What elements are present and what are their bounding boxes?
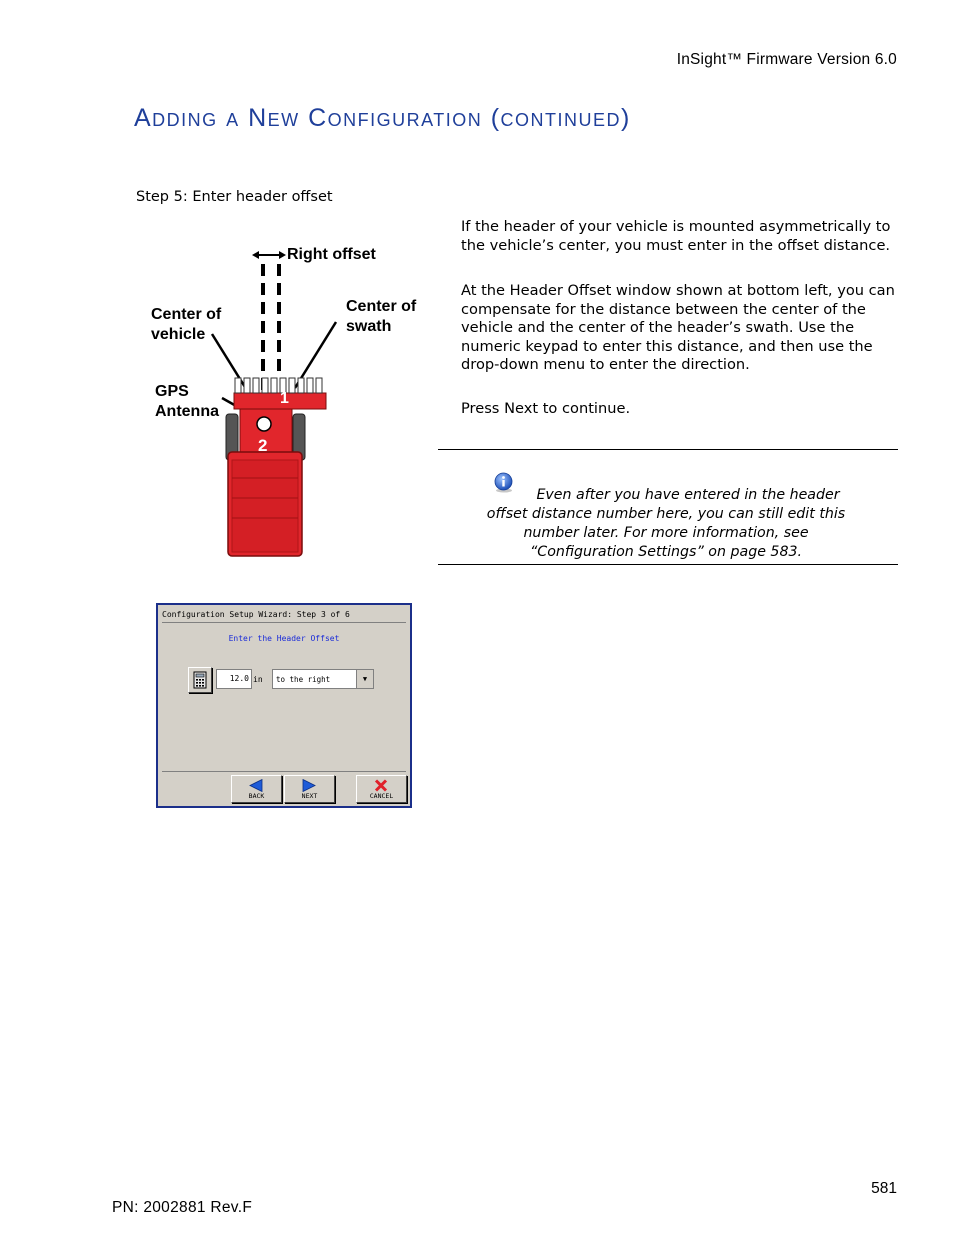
next-button-label: NEXT xyxy=(301,792,318,800)
note-top-rule xyxy=(438,449,898,450)
offset-distance-input[interactable]: 12.0 xyxy=(216,669,252,689)
center-of-swath-label-line1: Center of xyxy=(346,298,417,315)
note-text xyxy=(470,486,862,562)
cancel-button-label: CANCEL xyxy=(369,792,394,800)
cancel-button[interactable] xyxy=(356,775,407,803)
calculator-button[interactable] xyxy=(188,667,212,693)
continue-text-suffix: to continue. xyxy=(538,400,631,417)
header-offset-wizard-window xyxy=(156,603,412,808)
gps-antenna-label-line1: GPS xyxy=(155,383,189,400)
header-offset-diagram xyxy=(140,238,430,562)
continue-paragraph xyxy=(461,400,901,419)
unit-label: in xyxy=(253,675,263,684)
part-number: PN: 2002881 Rev.F xyxy=(112,1199,253,1216)
offset-direction-dropdown[interactable] xyxy=(272,669,374,689)
center-of-vehicle-label-line2: vehicle xyxy=(151,326,206,343)
wizard-title: Configuration Setup Wizard: Step 3 of 6 xyxy=(162,610,350,619)
chevron-down-icon[interactable]: ▼ xyxy=(356,670,373,688)
running-header: InSight™ Firmware Version 6.0 xyxy=(676,51,897,68)
wizard-button-rule xyxy=(162,771,406,772)
close-icon xyxy=(374,779,388,792)
center-of-vehicle-label-line1: Center of xyxy=(151,306,222,323)
continue-text-prefix: Press xyxy=(461,400,505,417)
center-of-swath-label-line2: swath xyxy=(346,318,392,335)
dropdown-selected-value: to the right xyxy=(276,675,331,684)
next-button[interactable] xyxy=(284,775,335,803)
marker-2: 2 xyxy=(258,436,268,455)
note-bottom-rule xyxy=(438,564,898,565)
right-offset-label: Right offset xyxy=(287,246,376,263)
marker-1: 1 xyxy=(280,390,289,407)
note-body: Even after you have entered in the header offset distance number here, you can still edit this number later. For more information, see “Configuration Settings” on page 583. xyxy=(486,487,846,560)
wizard-title-rule xyxy=(162,622,406,623)
intro-paragraph: If the header of your vehicle is mounted asymmetrically to the vehicle’s center, you must enter in the offset distance. xyxy=(461,218,891,254)
back-button[interactable] xyxy=(231,775,282,803)
next-arrow-icon xyxy=(302,779,316,792)
instructions-paragraph: At the Header Offset window shown at bottom left, you can compensate for the distance between the center of the vehicle and the center of the header’s swath. Use the numeric keypad to enter this distance, and then use the drop-down menu to enter the direction. xyxy=(461,282,895,374)
wizard-heading: Enter the Header Offset xyxy=(228,634,340,643)
calculator-icon xyxy=(189,668,211,692)
back-arrow-icon xyxy=(249,779,263,792)
back-button-label: BACK xyxy=(248,792,265,800)
next-keyword: Next xyxy=(504,400,539,417)
gps-antenna-label-line2: Antenna xyxy=(155,403,219,420)
step-heading: Step 5: Enter header offset xyxy=(136,189,333,205)
page-number: 581 xyxy=(871,1180,897,1197)
section-title: Adding a New Configuration (continued) xyxy=(134,104,631,132)
